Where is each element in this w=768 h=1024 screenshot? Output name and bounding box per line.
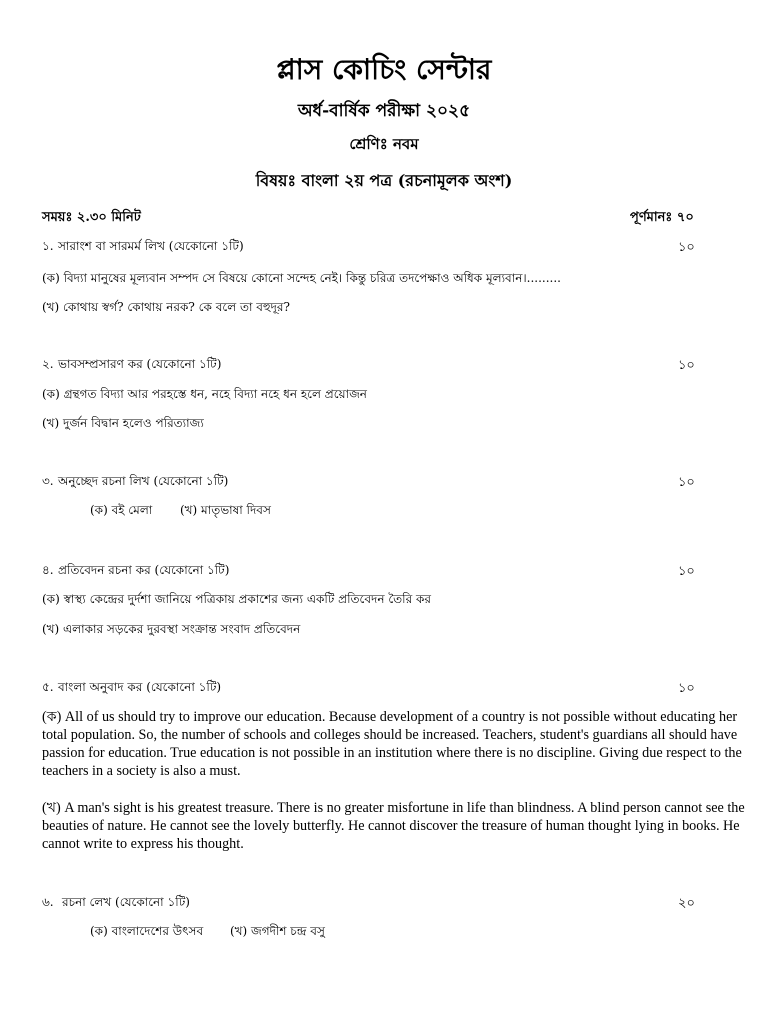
question-number: ৫. [42,680,54,694]
full-marks-label: পূর্ণমানঃ ৭০ [630,210,694,225]
translation-passage: (খ) A man's sight is his greatest treasure. There is no greater misfortune in life than blindness. A blind person cannot see the beauties of nature. He cannot see the lovely butterfly. He cannot discover the treasure of human thought lying in books. He cannot write to express his thought. [42,800,745,852]
exam-name: অর্ধ-বার্ষিক পরীক্ষা ২০২৫ [297,101,471,121]
question-title: ভাবসম্প্রসারণ কর (যেকোনো ১টি) [58,357,222,371]
question-item: (খ) দুর্জন বিদ্বান হলেও পরিত্যাজ্য [42,416,204,430]
question-marks: ২০ [678,896,695,911]
question-title: বাংলা অনুবাদ কর (যেকোনো ১টি) [58,680,222,694]
question-item: (খ) এলাকার সড়কের দুরবস্থা সংক্রান্ত সংবাদ প্রতিবেদন [42,622,301,636]
question-number: ৬. [42,895,54,909]
subject-label: বিষয়ঃ বাংলা ২য় পত্র (রচনামূলক অংশ) [255,171,513,190]
question-title: রচনা লেখ (যেকোনো ১টি) [62,895,190,909]
question-title: অনুচ্ছেদ রচনা লিখ (যেকোনো ১টি) [58,474,229,488]
question-item: (ক) স্বাস্থ্য কেন্দ্রের দুর্দশা জানিয়ে পত্রিকায় প্রকাশের জন্য একটি প্রতিবেদন তৈরি কর [42,592,432,606]
question-marks: ১০ [678,240,695,255]
question-number: ৪. [42,563,54,577]
question-number: ২. [42,357,54,371]
time-label: সময়ঃ ২.৩০ মিনিট [42,210,141,225]
question-item: (খ) মাতৃভাষা দিবস [180,503,271,517]
question-marks: ১০ [678,681,695,696]
class-label: শ্রেণিঃ নবম [349,135,419,153]
question-marks: ১০ [678,475,695,490]
translation-passage: (ক) All of us should try to improve our education. Because development of a country is not possible without educating her total population. So, the number of schools and colleges should be increased. Teachers, student's guardians all should have passion for education. True education is not possible in an institution where there is no discipline. Giving due respect to the teachers in a society is also a must. [42,709,742,779]
question-marks: ১০ [678,564,695,579]
question-title: সারাংশ বা সারমর্ম লিখ (যেকোনো ১টি) [58,239,244,253]
question-item: (ক) বই মেলা [90,503,153,517]
question-item: (খ) কোথায় স্বর্গ? কোথায় নরক? কে বলে তা বহুদূর? [42,300,290,314]
question-item: (ক) বাংলাদেশের উৎসব [90,924,204,938]
question-number: ৩. [42,474,54,488]
question-item: (ক) বিদ্যা মানুষের মূল্যবান সম্পদ সে বিষয়ে কোনো সন্দেহ নেই। কিন্তু চরিত্র তদপেক্ষাও অধিক মূল্যবান।......... [42,271,562,285]
institution-title: প্লাস কোচিং সেন্টার [276,53,492,86]
question-title: প্রতিবেদন রচনা কর (যেকোনো ১টি) [58,563,230,577]
question-marks: ১০ [678,358,695,373]
question-item: (ক) গ্রন্থগত বিদ্যা আর পরহস্তে ধন, নহে বিদ্যা নহে ধন হলে প্রয়োজন [42,387,367,401]
question-item: (খ) জগদীশ চন্দ্র বসু [230,924,325,938]
question-number: ১. [42,239,54,253]
